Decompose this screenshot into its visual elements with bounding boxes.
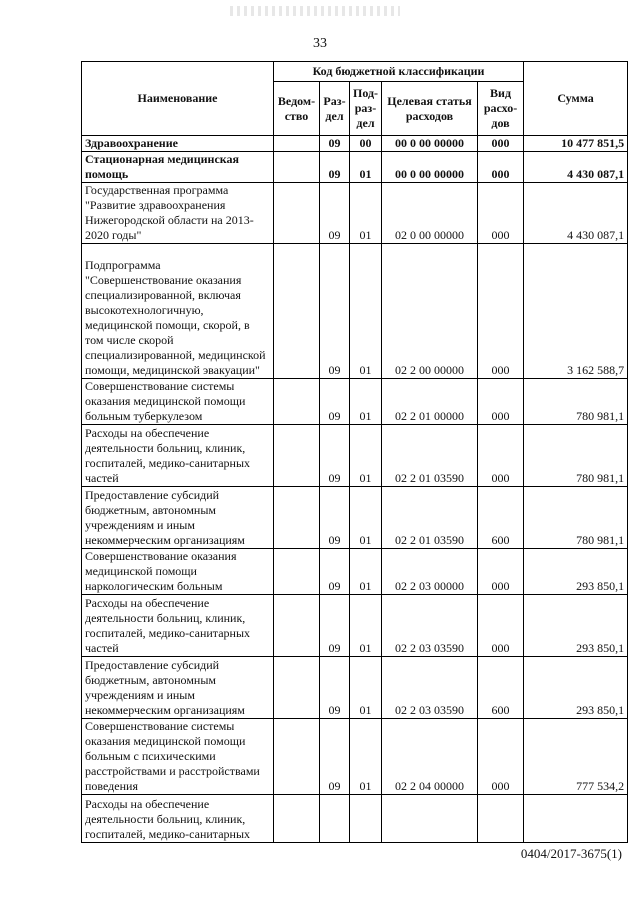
row-department xyxy=(274,379,320,425)
row-section: 09 xyxy=(320,549,350,595)
row-sum xyxy=(524,795,628,843)
row-target-item: 00 0 00 00000 xyxy=(382,136,478,152)
row-subsection: 01 xyxy=(350,487,382,549)
row-target-item: 02 2 01 03590 xyxy=(382,425,478,487)
row-department xyxy=(274,657,320,719)
row-name: Подпрограмма "Совершенствование оказания специализированной, включая высокотехнологичную, медицинской помощи, скорой, в том числе скорой специализированной, медицинской помощи, медицинской эвакуации" xyxy=(82,244,274,379)
row-target-item: 02 2 01 03590 xyxy=(382,487,478,549)
row-sum: 293 850,1 xyxy=(524,657,628,719)
row-section: 09 xyxy=(320,244,350,379)
row-name: Государственная программа "Развитие здравоохранения Нижегородской области на 2013-2020 годы" xyxy=(82,183,274,244)
row-department xyxy=(274,549,320,595)
row-expense-type: 600 xyxy=(478,487,524,549)
row-section: 09 xyxy=(320,379,350,425)
row-department xyxy=(274,152,320,183)
row-subsection: 01 xyxy=(350,379,382,425)
row-target-item: 02 2 00 00000 xyxy=(382,244,478,379)
row-department xyxy=(274,487,320,549)
header-section: Раз-дел xyxy=(320,82,350,136)
row-expense-type: 000 xyxy=(478,595,524,657)
row-department xyxy=(274,719,320,795)
table-row xyxy=(82,549,628,595)
table-row xyxy=(82,719,628,795)
row-subsection xyxy=(350,795,382,843)
row-subsection: 01 xyxy=(350,719,382,795)
header-subsection: Под-раз-дел xyxy=(350,82,382,136)
row-expense-type: 000 xyxy=(478,379,524,425)
row-target-item: 02 0 00 00000 xyxy=(382,183,478,244)
row-expense-type: 000 xyxy=(478,183,524,244)
row-department xyxy=(274,136,320,152)
row-name: Совершенствование системы оказания медицинской помощи больным туберкулезом xyxy=(82,379,274,425)
row-section: 09 xyxy=(320,657,350,719)
row-sum: 780 981,1 xyxy=(524,379,628,425)
table-row xyxy=(82,136,628,152)
row-expense-type: 000 xyxy=(478,136,524,152)
row-department xyxy=(274,425,320,487)
row-target-item: 02 2 01 00000 xyxy=(382,379,478,425)
row-expense-type: 000 xyxy=(478,549,524,595)
row-department xyxy=(274,244,320,379)
table-row xyxy=(82,657,628,719)
row-name: Стационарная медицинская помощь xyxy=(82,152,274,183)
table-row xyxy=(82,379,628,425)
table-row xyxy=(82,487,628,549)
row-target-item: 00 0 00 00000 xyxy=(382,152,478,183)
row-sum: 3 162 588,7 xyxy=(524,244,628,379)
row-name: Здравоохранение xyxy=(82,136,274,152)
row-subsection: 01 xyxy=(350,183,382,244)
header-name: Наименование xyxy=(82,62,274,136)
row-expense-type: 000 xyxy=(478,244,524,379)
row-expense-type: 600 xyxy=(478,657,524,719)
row-subsection: 01 xyxy=(350,549,382,595)
header-code-group: Код бюджетной классификации xyxy=(274,62,524,82)
header-sum: Сумма xyxy=(524,62,628,136)
row-sum: 777 534,2 xyxy=(524,719,628,795)
row-department xyxy=(274,183,320,244)
table-body xyxy=(82,136,628,843)
header-department: Ведом-ство xyxy=(274,82,320,136)
table-row xyxy=(82,595,628,657)
row-target-item: 02 2 04 00000 xyxy=(382,719,478,795)
row-sum: 293 850,1 xyxy=(524,549,628,595)
row-expense-type: 000 xyxy=(478,719,524,795)
row-section: 09 xyxy=(320,152,350,183)
row-section: 09 xyxy=(320,183,350,244)
row-name: Совершенствование оказания медицинской помощи наркологическим больным xyxy=(82,549,274,595)
table-row xyxy=(82,795,628,843)
header-expense-type: Вид расхо-дов xyxy=(478,82,524,136)
table-row xyxy=(82,425,628,487)
budget-table xyxy=(81,61,628,843)
row-section: 09 xyxy=(320,136,350,152)
row-subsection: 01 xyxy=(350,425,382,487)
header-target-item: Целевая статья расходов xyxy=(382,82,478,136)
row-sum: 4 430 087,1 xyxy=(524,183,628,244)
row-section: 09 xyxy=(320,595,350,657)
row-name: Расходы на обеспечение деятельности больниц, клиник, госпиталей, медико-санитарных xyxy=(82,795,274,843)
row-name: Предоставление субсидий бюджетным, автономным учреждениям и иным некоммерческим организациям xyxy=(82,657,274,719)
row-sum: 293 850,1 xyxy=(524,595,628,657)
row-name: Предоставление субсидий бюджетным, автономным учреждениям и иным некоммерческим организациям xyxy=(82,487,274,549)
row-target-item: 02 2 03 00000 xyxy=(382,549,478,595)
row-name: Совершенствование системы оказания медицинской помощи больным с психическими расстройствами и расстройствами поведения xyxy=(82,719,274,795)
row-name: Расходы на обеспечение деятельности больниц, клиник, госпиталей, медико-санитарных частей xyxy=(82,595,274,657)
row-expense-type xyxy=(478,795,524,843)
row-section: 09 xyxy=(320,719,350,795)
row-subsection: 01 xyxy=(350,244,382,379)
row-subsection: 01 xyxy=(350,152,382,183)
document-code: 0404/2017-3675(1) xyxy=(520,846,622,861)
row-department xyxy=(274,795,320,843)
row-target-item xyxy=(382,795,478,843)
row-target-item: 02 2 03 03590 xyxy=(382,595,478,657)
table-row xyxy=(82,183,628,244)
row-subsection: 00 xyxy=(350,136,382,152)
row-expense-type: 000 xyxy=(478,152,524,183)
row-name: Расходы на обеспечение деятельности больниц, клиник, госпиталей, медико-санитарных частей xyxy=(82,425,274,487)
row-target-item: 02 2 03 03590 xyxy=(382,657,478,719)
row-sum: 780 981,1 xyxy=(524,487,628,549)
table-row xyxy=(82,152,628,183)
row-department xyxy=(274,595,320,657)
row-subsection: 01 xyxy=(350,657,382,719)
page-number: 33 xyxy=(313,36,327,51)
row-sum: 4 430 087,1 xyxy=(524,152,628,183)
row-sum: 10 477 851,5 xyxy=(524,136,628,152)
row-section: 09 xyxy=(320,425,350,487)
row-expense-type: 000 xyxy=(478,425,524,487)
scan-artifact xyxy=(230,6,400,16)
row-sum: 780 981,1 xyxy=(524,425,628,487)
row-section: 09 xyxy=(320,487,350,549)
table-row xyxy=(82,244,628,379)
row-subsection: 01 xyxy=(350,595,382,657)
row-section xyxy=(320,795,350,843)
